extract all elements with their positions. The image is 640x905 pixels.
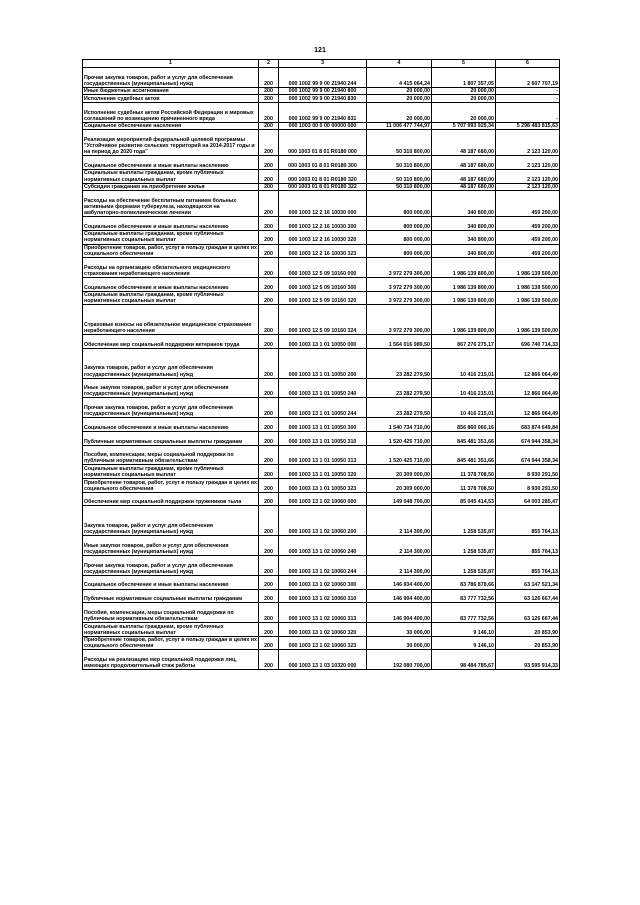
table-row [83, 431, 560, 445]
row-remaining-amount-cell: 696 740 714,33 [496, 335, 560, 349]
row-admin-code-cell: 200 [259, 398, 279, 418]
table-row [83, 335, 560, 349]
row-remaining-amount-cell: 64 003 285,47 [496, 492, 560, 506]
row-budget-code-cell: 000 1003 13 1 02 10060 310 [279, 589, 367, 603]
column-number-1: 1 [83, 60, 259, 68]
row-executed-amount-cell: 20 000,00 [432, 95, 496, 103]
row-remaining-amount-cell: 2 123 120,00 [496, 183, 560, 191]
row-budget-code-cell: 000 1003 12 5 09 10160 300 [279, 277, 367, 291]
row-executed-amount-cell: 845 481 351,66 [432, 431, 496, 445]
row-remaining-amount-cell: 674 944 358,34 [496, 445, 560, 465]
row-budget-code-cell: 000 1003 13 1 01 10050 313 [279, 445, 367, 465]
table-row [83, 506, 560, 536]
row-remaining-amount-cell: - [496, 95, 560, 103]
row-approved-amount-cell: 50 310 800,00 [367, 183, 432, 191]
row-budget-code-cell: 000 1003 12 2 16 10030 320 [279, 230, 367, 244]
row-admin-code-cell: 200 [259, 418, 279, 432]
row-executed-amount-cell: 5 707 993 929,34 [432, 122, 496, 130]
row-approved-amount-cell: 800 000,00 [367, 217, 432, 231]
row-executed-amount-cell: 48 187 680,00 [432, 183, 496, 191]
row-approved-amount-cell: 800 000,00 [367, 230, 432, 244]
row-budget-code-cell: 000 1003 00 0 00 00000 000 [279, 122, 367, 130]
column-number-6: 6 [496, 60, 560, 68]
row-name-cell: Приобретение товаров, работ, услуг в пользу граждан в целях их социального обеспечения [84, 479, 257, 492]
row-executed-amount-cell: 340 800,00 [432, 230, 496, 244]
row-admin-code-cell: 200 [259, 244, 279, 258]
table-row [83, 191, 560, 217]
row-admin-code-cell: 200 [259, 156, 279, 170]
row-name-cell: Социальное обеспечение и иные выплаты населению [83, 418, 259, 432]
row-approved-amount-cell: 20 000,00 [367, 102, 432, 122]
row-approved-amount-cell: 149 048 700,00 [367, 492, 432, 506]
row-budget-code-cell: 000 1003 12 5 09 10160 324 [279, 305, 367, 335]
row-name-cell: Пособия, компенсации, меры социальной поддержки по публичным нормативным обязательствам [83, 445, 259, 465]
row-approved-amount-cell: 800 000,00 [367, 244, 432, 258]
row-budget-code-cell: 000 1003 13 1 02 10060 323 [279, 636, 367, 650]
column-number-3: 3 [279, 60, 367, 68]
row-executed-amount-cell: 83 777 732,56 [432, 603, 496, 623]
row-remaining-amount-cell: 8 930 291,50 [496, 479, 560, 493]
row-remaining-amount-cell: 93 595 914,33 [496, 650, 560, 670]
row-name-cell: Расходы на организацию обязательного медицинского страхования неработающего населения [83, 258, 259, 278]
row-admin-code-cell: 200 [259, 636, 279, 650]
row-budget-code-cell: 000 1003 13 1 02 10060 240 [279, 536, 367, 556]
row-approved-amount-cell: 1 520 425 710,00 [367, 445, 432, 465]
row-remaining-amount-cell: 20 853,90 [496, 636, 560, 650]
row-executed-amount-cell: 20 000,00 [432, 102, 496, 122]
row-approved-amount-cell: 20 309 000,00 [367, 465, 432, 479]
row-executed-amount-cell: 10 416 215,01 [432, 378, 496, 398]
row-admin-code-cell: 200 [259, 445, 279, 465]
table-row [83, 650, 560, 670]
row-name-cell: Обеспечение мер социальной поддержки ветеранов труда [83, 335, 259, 349]
row-name-cell: Субсидии гражданам на приобретение жилья [83, 183, 259, 191]
row-approved-amount-cell: 1 520 425 710,00 [367, 431, 432, 445]
row-approved-amount-cell: 4 415 064,24 [367, 68, 432, 88]
row-remaining-amount-cell: 1 986 139 500,00 [496, 277, 560, 291]
row-name-cell: Закупка товаров, работ и услуг для обеспечения государственных (муниципальных) нужд [83, 506, 259, 536]
row-executed-amount-cell: 85 045 414,53 [432, 492, 496, 506]
column-number-2: 2 [259, 60, 279, 68]
row-executed-amount-cell: 1 807 357,05 [432, 68, 496, 88]
row-admin-code-cell: 200 [259, 122, 279, 130]
table-row [83, 445, 560, 465]
row-remaining-amount-cell: 459 200,00 [496, 217, 560, 231]
row-budget-code-cell: 000 1003 01 8 01 R0180 322 [279, 183, 367, 191]
row-name-cell: Закупка товаров, работ и услуг для обеспечения государственных (муниципальных) нужд [83, 348, 259, 378]
row-budget-code-cell: 000 1002 99 9 00 21940 831 [279, 102, 367, 122]
row-executed-amount-cell: 11 378 708,50 [432, 465, 496, 479]
row-approved-amount-cell: 2 114 300,00 [367, 556, 432, 576]
row-budget-code-cell: 000 1003 12 2 16 10030 323 [279, 244, 367, 258]
column-number-5: 5 [432, 60, 496, 68]
row-admin-code-cell: 200 [259, 623, 279, 637]
row-executed-amount-cell: 1 986 139 800,00 [432, 305, 496, 335]
row-remaining-amount-cell: 5 298 483 815,63 [496, 122, 560, 130]
row-admin-code-cell: 200 [259, 492, 279, 506]
row-budget-code-cell: 000 1003 12 5 09 10160 320 [279, 291, 367, 305]
row-executed-amount-cell: 856 860 060,16 [432, 418, 496, 432]
row-admin-code-cell: 200 [259, 479, 279, 493]
row-executed-amount-cell: 98 484 785,67 [432, 650, 496, 670]
row-budget-code-cell: 000 1003 12 5 09 10160 000 [279, 258, 367, 278]
row-name-cell: Иные закупки товаров, работ и услуг для обеспечения государственных (муниципальных) нужд [83, 536, 259, 556]
row-approved-amount-cell: 20 000,00 [367, 87, 432, 95]
row-budget-code-cell: 000 1003 13 1 01 10050 200 [279, 348, 367, 378]
row-remaining-amount-cell: 1 986 139 500,00 [496, 305, 560, 335]
row-name-cell: Социальные выплаты гражданам, кроме публичных нормативных социальных выплат [83, 230, 259, 244]
row-name-cell: Иные бюджетные ассигнования [83, 87, 259, 95]
row-executed-amount-cell: 10 416 215,01 [432, 398, 496, 418]
table-row [83, 575, 560, 589]
row-budget-code-cell: 000 1003 13 1 01 10050 300 [279, 418, 367, 432]
table-row [83, 130, 560, 156]
row-executed-amount-cell: 20 000,00 [432, 87, 496, 95]
table-row [83, 87, 560, 95]
table-row [83, 589, 560, 603]
row-name-cell: Прочая закупка товаров, работ и услуг для обеспечения государственных (муниципальных) нужд [83, 398, 259, 418]
row-name-cell: Публичные нормативные социальные выплаты гражданам [83, 431, 259, 445]
row-remaining-amount-cell: 855 764,13 [496, 506, 560, 536]
row-approved-amount-cell: 2 114 300,00 [367, 506, 432, 536]
row-admin-code-cell: 200 [259, 217, 279, 231]
page-number: 121 [314, 47, 326, 54]
row-executed-amount-cell: 11 378 708,50 [432, 479, 496, 493]
row-admin-code-cell: 200 [259, 277, 279, 291]
row-budget-code-cell: 000 1003 13 1 02 10060 000 [279, 492, 367, 506]
table-row [83, 183, 560, 191]
row-executed-amount-cell: 340 800,00 [432, 217, 496, 231]
row-remaining-amount-cell: 459 200,00 [496, 230, 560, 244]
row-executed-amount-cell: 48 187 680,00 [432, 169, 496, 183]
row-remaining-amount-cell: 2 123 120,00 [496, 130, 560, 156]
row-admin-code-cell: 200 [259, 230, 279, 244]
row-remaining-amount-cell: 855 764,13 [496, 556, 560, 576]
row-remaining-amount-cell: 459 200,00 [496, 244, 560, 258]
row-budget-code-cell: 000 1003 13 1 01 10050 320 [279, 465, 367, 479]
row-remaining-amount-cell: - [496, 102, 560, 122]
row-remaining-amount-cell: 2 123 120,00 [496, 169, 560, 183]
row-approved-amount-cell: 23 282 279,50 [367, 398, 432, 418]
row-executed-amount-cell: 9 146,10 [432, 623, 496, 637]
row-admin-code-cell: 200 [259, 191, 279, 217]
row-remaining-amount-cell: 63 126 667,44 [496, 589, 560, 603]
row-approved-amount-cell: 50 310 800,00 [367, 156, 432, 170]
row-admin-code-cell: 200 [259, 169, 279, 183]
row-admin-code-cell: 200 [259, 68, 279, 88]
row-remaining-amount-cell: 2 123 120,00 [496, 156, 560, 170]
row-budget-code-cell: 000 1003 13 1 01 10050 310 [279, 431, 367, 445]
row-name-cell: Исполнение судебных актов Российской Федерации и мировых соглашений по возмещению причиненного вреда [83, 102, 259, 122]
row-budget-code-cell: 000 1003 13 1 02 10060 320 [279, 623, 367, 637]
row-name-cell: Расходы на реализацию мер социальной поддержки лиц, имеющих продолжительный стаж работы [83, 650, 259, 670]
row-executed-amount-cell: 10 416 215,01 [432, 348, 496, 378]
row-name-cell: Социальное обеспечение и иные выплаты населению [83, 156, 259, 170]
row-admin-code-cell: 200 [259, 378, 279, 398]
row-remaining-amount-cell: 855 764,13 [496, 536, 560, 556]
row-budget-code-cell: 000 1003 01 8 01 R0180 320 [279, 169, 367, 183]
row-approved-amount-cell: 20 309 000,00 [367, 479, 432, 493]
row-name-cell: Социальные выплаты гражданам, кроме публичных нормативных социальных выплат [83, 465, 259, 479]
row-approved-amount-cell: 2 114 300,00 [367, 536, 432, 556]
row-budget-code-cell: 000 1003 13 1 02 10060 244 [279, 556, 367, 576]
table-row [83, 156, 560, 170]
row-name-cell: Обеспечение мер социальной поддержки тружеников тыла [83, 492, 259, 506]
row-remaining-amount-cell: 12 866 064,49 [496, 378, 560, 398]
row-name-cell: Публичные нормативные социальные выплаты гражданам [83, 589, 259, 603]
row-approved-amount-cell: 192 080 700,00 [367, 650, 432, 670]
row-remaining-amount-cell: 63 126 667,44 [496, 603, 560, 623]
table-row [83, 230, 560, 244]
row-approved-amount-cell: 3 972 279 300,00 [367, 277, 432, 291]
row-name-cell: Страховые взносы на обязательное медицинское страхование неработающего населения [83, 305, 259, 335]
row-name-cell: Социальное обеспечение и иные выплаты населению [83, 277, 259, 291]
row-name-cell: Пособия, компенсации, меры социальной поддержки по публичным нормативным обязательствам [83, 603, 259, 623]
row-approved-amount-cell: 3 972 279 300,00 [367, 291, 432, 305]
row-executed-amount-cell: 83 786 878,66 [432, 575, 496, 589]
row-admin-code-cell: 200 [259, 536, 279, 556]
table-row [83, 291, 560, 305]
row-approved-amount-cell: 23 282 279,50 [367, 348, 432, 378]
row-approved-amount-cell: 146 904 400,00 [367, 589, 432, 603]
row-executed-amount-cell: 48 187 680,00 [432, 156, 496, 170]
row-name-cell: Реализация мероприятий федеральной целевой программы "Устойчивое развитие сельских территорий на 2014-2017 годы и на период до 2020 года" [83, 130, 259, 156]
row-executed-amount-cell: 1 258 535,87 [432, 556, 496, 576]
row-name-cell: Иные закупки товаров, работ и услуг для обеспечения государственных (муниципальных) нужд [83, 378, 259, 398]
row-admin-code-cell: 200 [259, 650, 279, 670]
row-name-cell: Социальное обеспечение и иные выплаты населению [83, 217, 259, 231]
row-name-cell: Прочая закупка товаров, работ и услуг для обеспечения государственных (муниципальных) нужд [83, 68, 259, 88]
row-budget-code-cell: 000 1003 01 8 01 R0180 000 [279, 130, 367, 156]
table-row [83, 169, 560, 183]
table-row [83, 465, 560, 479]
row-approved-amount-cell: 3 972 279 300,00 [367, 258, 432, 278]
table-row [83, 305, 560, 335]
budget-table [82, 59, 560, 670]
row-executed-amount-cell: 1 986 139 800,00 [432, 277, 496, 291]
row-remaining-amount-cell: 2 607 707,19 [496, 68, 560, 88]
row-admin-code-cell: 200 [259, 102, 279, 122]
column-number-row [83, 60, 560, 68]
row-name-cell: Исполнение судебных актов [83, 95, 259, 103]
row-name-cell: Социальные выплаты гражданам, кроме публичных нормативных социальных выплат [83, 291, 259, 305]
row-executed-amount-cell: 1 258 535,87 [432, 536, 496, 556]
row-name-cell: Социальные выплаты гражданам, кроме публичных нормативных социальных выплат [83, 169, 259, 183]
row-remaining-amount-cell: 1 986 139 500,00 [496, 258, 560, 278]
table-row [83, 95, 560, 103]
column-number-4: 4 [367, 60, 432, 68]
row-admin-code-cell: 200 [259, 556, 279, 576]
row-name-cell: Социальное обеспечение и иные выплаты населению [83, 575, 259, 589]
row-budget-code-cell: 000 1003 13 1 01 10050 240 [279, 378, 367, 398]
row-approved-amount-cell: 30 000,00 [367, 623, 432, 637]
table-row [83, 102, 560, 122]
row-remaining-amount-cell: 12 866 064,49 [496, 348, 560, 378]
row-admin-code-cell: 200 [259, 291, 279, 305]
row-budget-code-cell: 000 1003 13 1 03 10320 000 [279, 650, 367, 670]
budget-table-body [83, 60, 560, 670]
row-executed-amount-cell: 1 258 535,87 [432, 506, 496, 536]
table-row [83, 277, 560, 291]
row-budget-code-cell: 000 1003 12 2 16 10030 000 [279, 191, 367, 217]
row-executed-amount-cell: 1 986 139 800,00 [432, 291, 496, 305]
row-executed-amount-cell: 340 800,00 [432, 191, 496, 217]
table-row [83, 244, 560, 258]
row-executed-amount-cell: 1 986 139 800,00 [432, 258, 496, 278]
row-executed-amount-cell: 867 276 275,17 [432, 335, 496, 349]
table-row [83, 492, 560, 506]
table-row [83, 68, 560, 88]
row-remaining-amount-cell: 8 930 291,50 [496, 465, 560, 479]
table-row [83, 122, 560, 130]
row-admin-code-cell: 200 [259, 95, 279, 103]
row-remaining-amount-cell: 12 866 064,49 [496, 398, 560, 418]
row-remaining-amount-cell: - [496, 87, 560, 95]
row-approved-amount-cell: 3 972 279 300,00 [367, 305, 432, 335]
row-admin-code-cell: 200 [259, 348, 279, 378]
row-remaining-amount-cell: 20 853,90 [496, 623, 560, 637]
table-row [83, 348, 560, 378]
row-budget-code-cell: 000 1003 13 1 02 10060 200 [279, 506, 367, 536]
row-remaining-amount-cell: 63 147 521,34 [496, 575, 560, 589]
table-row [83, 418, 560, 432]
row-name-cell: Социальные выплаты гражданам, кроме публичных нормативных социальных выплат [83, 623, 259, 637]
row-executed-amount-cell: 9 146,10 [432, 636, 496, 650]
row-approved-amount-cell: 30 000,00 [367, 636, 432, 650]
row-executed-amount-cell: 845 481 351,66 [432, 445, 496, 465]
row-admin-code-cell: 200 [259, 465, 279, 479]
row-admin-code-cell: 200 [259, 335, 279, 349]
table-row [83, 556, 560, 576]
row-approved-amount-cell: 146 934 400,00 [367, 575, 432, 589]
row-remaining-amount-cell: 683 874 649,84 [496, 418, 560, 432]
row-budget-code-cell: 000 1002 99 9 00 21940 830 [279, 95, 367, 103]
row-budget-code-cell: 000 1002 99 9 00 21940 800 [279, 87, 367, 95]
table-row [83, 623, 560, 637]
row-approved-amount-cell: 1 540 734 710,00 [367, 418, 432, 432]
row-name-cell: Приобретение товаров, работ, услуг в пользу граждан в целях их социального обеспечения [84, 245, 257, 258]
row-approved-amount-cell: 50 310 800,00 [367, 169, 432, 183]
table-row [83, 479, 560, 493]
row-remaining-amount-cell: 674 944 358,34 [496, 431, 560, 445]
row-budget-code-cell: 000 1003 13 1 01 10050 000 [279, 335, 367, 349]
row-name-cell: Расходы на обеспечение бесплатным питанием больных активными формами туберкулеза, находящихся на амбулаторно-поликлиническом лечении [83, 191, 259, 217]
row-budget-code-cell: 000 1003 13 1 01 10050 244 [279, 398, 367, 418]
row-approved-amount-cell: 20 000,00 [367, 95, 432, 103]
row-budget-code-cell: 000 1003 12 2 16 10030 300 [279, 217, 367, 231]
row-admin-code-cell: 200 [259, 603, 279, 623]
row-name-cell: Социальное обеспечение населения [83, 122, 259, 130]
row-admin-code-cell: 200 [259, 87, 279, 95]
table-row [83, 636, 560, 650]
row-admin-code-cell: 200 [259, 130, 279, 156]
row-budget-code-cell: 000 1003 13 1 02 10060 300 [279, 575, 367, 589]
row-executed-amount-cell: 48 187 680,00 [432, 130, 496, 156]
row-approved-amount-cell: 50 310 800,00 [367, 130, 432, 156]
row-approved-amount-cell: 146 904 400,00 [367, 603, 432, 623]
row-budget-code-cell: 000 1003 01 8 01 R0180 300 [279, 156, 367, 170]
row-budget-code-cell: 000 1003 13 1 02 10060 313 [279, 603, 367, 623]
table-row [83, 398, 560, 418]
table-row [83, 378, 560, 398]
row-executed-amount-cell: 83 777 732,56 [432, 589, 496, 603]
row-admin-code-cell: 200 [259, 506, 279, 536]
row-remaining-amount-cell: 459 200,00 [496, 191, 560, 217]
row-remaining-amount-cell: 1 986 139 500,00 [496, 291, 560, 305]
row-approved-amount-cell: 23 282 279,50 [367, 378, 432, 398]
row-admin-code-cell: 200 [259, 183, 279, 191]
row-admin-code-cell: 200 [259, 589, 279, 603]
row-executed-amount-cell: 340 800,00 [432, 244, 496, 258]
row-admin-code-cell: 200 [259, 305, 279, 335]
table-row [83, 258, 560, 278]
table-row [83, 603, 560, 623]
table-row [83, 536, 560, 556]
row-admin-code-cell: 200 [259, 258, 279, 278]
row-admin-code-cell: 200 [259, 431, 279, 445]
row-approved-amount-cell: 800 000,00 [367, 191, 432, 217]
row-approved-amount-cell: 1 564 016 989,50 [367, 335, 432, 349]
row-budget-code-cell: 000 1003 13 1 01 10050 323 [279, 479, 367, 493]
row-budget-code-cell: 000 1002 99 9 00 21940 244 [279, 68, 367, 88]
row-admin-code-cell: 200 [259, 575, 279, 589]
row-name-cell: Приобретение товаров, работ, услуг в пользу граждан в целях их социального обеспечения [84, 637, 257, 650]
row-approved-amount-cell: 11 006 477 744,97 [367, 122, 432, 130]
table-row [83, 217, 560, 231]
row-name-cell: Прочая закупка товаров, работ и услуг для обеспечения государственных (муниципальных) нужд [83, 556, 259, 576]
